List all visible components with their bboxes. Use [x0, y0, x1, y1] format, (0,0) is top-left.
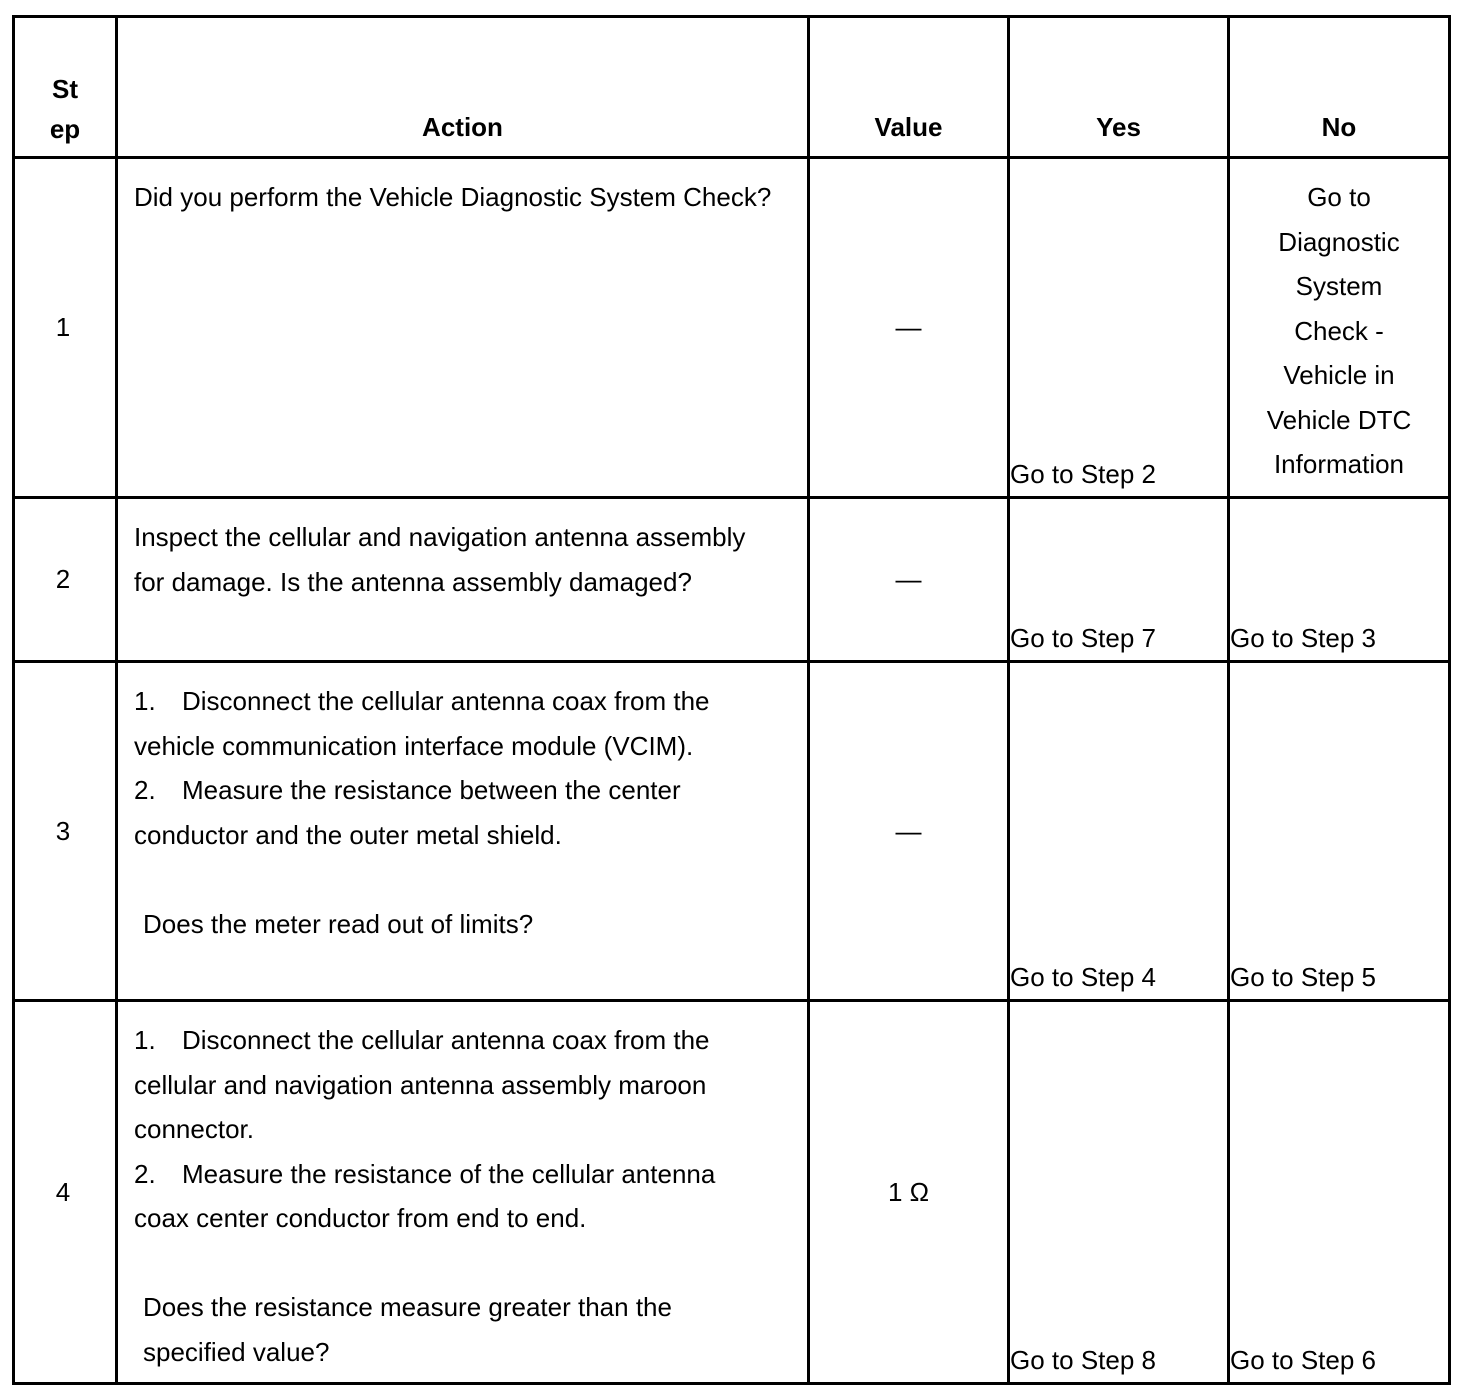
list-item: 1. Disconnect the cellular antenna coax from the vehicle communication interface module (VCIM).	[134, 686, 710, 761]
header-row	[14, 17, 1450, 158]
list-item: 2. Measure the resistance between the center conductor and the outer metal shield.	[134, 775, 681, 850]
header-value: Value	[809, 17, 1009, 158]
header-action: Action	[117, 17, 809, 158]
question-text: Does the resistance measure greater than the specified value?	[143, 1292, 672, 1367]
no-cell: Go to Step 3	[1229, 498, 1450, 662]
action-cell	[117, 662, 809, 1001]
header-step: St ep	[14, 17, 117, 158]
table-row	[14, 498, 1450, 662]
action-cell	[117, 1001, 809, 1384]
action-cell: Inspect the cellular and navigation antenna assembly for damage. Is the antenna assembly damaged?	[117, 498, 809, 662]
diagnostic-table	[12, 15, 1451, 1385]
value-cell: —	[809, 662, 1009, 1001]
value-cell: —	[809, 498, 1009, 662]
table-row	[14, 662, 1450, 1001]
yes-cell: Go to Step 2	[1009, 158, 1229, 498]
yes-cell: Go to Step 8	[1009, 1001, 1229, 1384]
header-yes: Yes	[1009, 17, 1229, 158]
step-number: 3	[14, 662, 117, 1001]
question-text: Does the meter read out of limits?	[143, 908, 534, 939]
table-row	[14, 1001, 1450, 1384]
step-number: 4	[14, 1001, 117, 1384]
no-cell: Go to Step 5	[1229, 662, 1450, 1001]
no-cell: Go to Diagnostic System Check - Vehicle in Vehicle DTC Information	[1229, 158, 1450, 498]
value-cell: —	[809, 158, 1009, 498]
value-cell: 1 Ω	[809, 1001, 1009, 1384]
step-number: 1	[14, 158, 117, 498]
yes-cell: Go to Step 7	[1009, 498, 1229, 662]
header-no: No	[1229, 17, 1450, 158]
action-cell: Did you perform the Vehicle Diagnostic System Check?	[117, 158, 809, 498]
table-row	[14, 158, 1450, 498]
list-item: 1. Disconnect the cellular antenna coax from the cellular and navigation antenna assembly maroon connector.	[134, 1025, 710, 1144]
yes-cell: Go to Step 4	[1009, 662, 1229, 1001]
step-number: 2	[14, 498, 117, 662]
no-cell: Go to Step 6	[1229, 1001, 1450, 1384]
list-item: 2. Measure the resistance of the cellular antenna coax center conductor from end to end.	[134, 1158, 716, 1233]
